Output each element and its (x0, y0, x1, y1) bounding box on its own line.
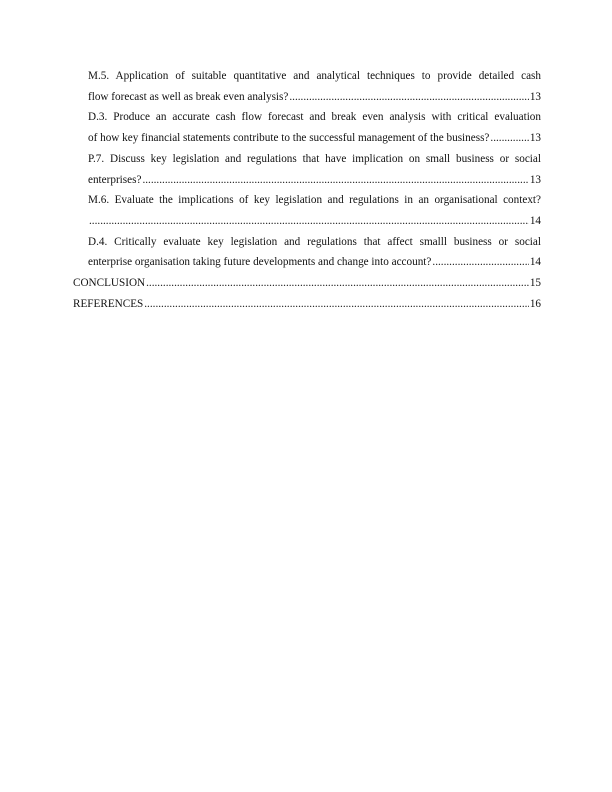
toc-entry-text: enterprises? (88, 173, 142, 186)
toc-entry-text: D.3. Produce an accurate cash flow forecast and break even analysis with critical evaluation (88, 111, 541, 124)
toc-entry-references[interactable] (73, 294, 541, 315)
toc-entry-m5[interactable] (88, 66, 541, 107)
toc-entry-text: REFERENCES (73, 297, 144, 310)
toc-entry-text: of how key financial statements contribute to the successful management of the business? (88, 132, 490, 145)
dot-leader (144, 294, 529, 315)
toc-page-number: 14 (529, 256, 541, 269)
toc-page-number: 16 (529, 297, 541, 310)
table-of-contents (73, 66, 541, 314)
toc-entry-text: flow forecast as well as break even analysis? (88, 90, 289, 103)
toc-entry-text: P.7. Discuss key legislation and regulations that have implication on small business or social (88, 152, 541, 165)
toc-entry-m6[interactable] (88, 190, 541, 231)
dot-leader (432, 252, 528, 273)
toc-entry-text: D.4. Critically evaluate key legislation and regulations that affect smalll business or social (88, 235, 541, 248)
toc-entry-conclusion[interactable] (73, 273, 541, 294)
toc-entry-text: M.5. Application of suitable quantitative and analytical techniques to provide detailed cash (88, 70, 541, 82)
toc-page-number: 13 (529, 132, 541, 145)
toc-entry-d4[interactable] (88, 232, 541, 273)
toc-page-number: 15 (529, 277, 541, 290)
toc-entry-text: CONCLUSION (73, 277, 146, 290)
toc-page-number: 13 (529, 90, 541, 103)
toc-page-number: 13 (529, 173, 541, 186)
toc-entry-d3[interactable] (88, 107, 541, 148)
toc-entry-text: M.6. Evaluate the implications of key legislation and regulations in an organisational context? (88, 194, 541, 207)
toc-page-number: 14 (529, 214, 541, 227)
toc-entry-p7[interactable] (88, 149, 541, 190)
dot-leader (146, 273, 529, 294)
toc-entry-text: enterprise organisation taking future developments and change into account? (88, 256, 432, 269)
dot-leader (142, 170, 528, 191)
dot-leader (289, 87, 528, 108)
dot-leader (490, 128, 528, 149)
dot-leader (89, 211, 529, 232)
